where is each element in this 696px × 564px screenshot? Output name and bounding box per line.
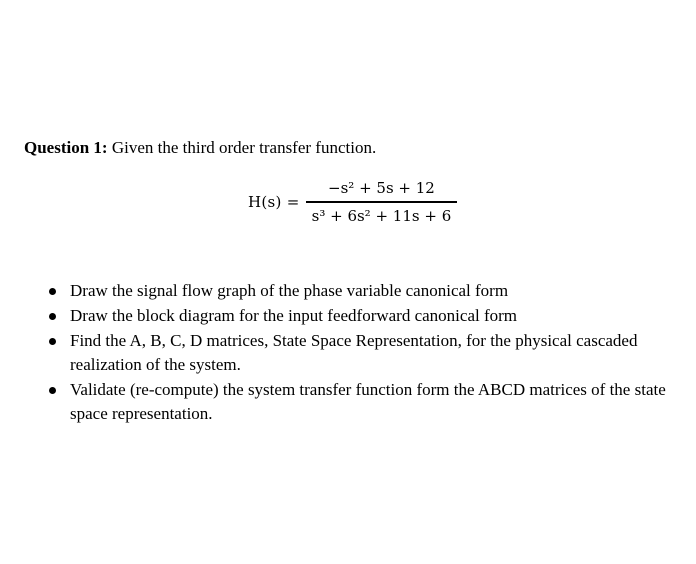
- bullet-icon: [49, 288, 56, 295]
- bullet-icon: [49, 338, 56, 345]
- task-text: Find the A, B, C, D matrices, State Space Representation, for the physical cascaded realization of the system.: [70, 331, 638, 374]
- task-item-block-diagram: [46, 304, 686, 328]
- equation-fraction: [306, 178, 458, 225]
- equation-numerator: −s² + 5s + 12: [328, 179, 435, 198]
- task-list: [46, 279, 686, 427]
- bullet-icon: [49, 387, 56, 394]
- question-label: Question 1:: [24, 138, 108, 157]
- equation-lhs: H(s) =: [248, 193, 300, 211]
- task-item-signal-flow: [46, 279, 686, 303]
- task-text: Draw the block diagram for the input feedforward canonical form: [70, 306, 518, 325]
- task-text: Validate (re-compute) the system transfer function form the ABCD matrices of the state space representation.: [70, 380, 666, 423]
- transfer-function-equation: [248, 176, 457, 228]
- task-item-abcd-matrices: [46, 329, 686, 377]
- task-item-validate: [46, 378, 686, 426]
- question-text: Given the third order transfer function.: [107, 138, 377, 157]
- task-text: Draw the signal flow graph of the phase variable canonical form: [70, 281, 509, 300]
- bullet-icon: [49, 313, 56, 320]
- equation-denominator: s³ + 6s² + 11s + 6: [311, 206, 452, 225]
- question-heading: [24, 136, 376, 160]
